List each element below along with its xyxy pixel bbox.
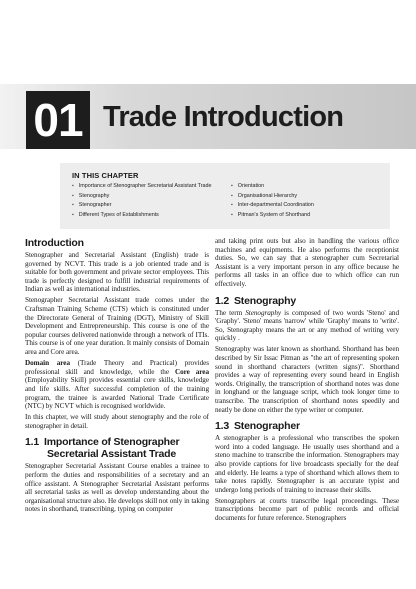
paragraph: Stenographer Secretarial Assistant trade comes under the Craftsman Training Scheme (CTS) which is constituted under the Directorate General of Training (DGT), Ministry of Skill Development and Entrepreneurship. This course is one of the popular courses delivered nationwide through a network of ITIs. This course is of one year duration. It mainly consists of Domain area and Core area.: [25, 296, 209, 357]
section-heading-1-2: [215, 295, 399, 307]
text-run: (Employability Skill) provides essential core skills, knowledge and life skills. After successful completion of the training program, the trainee is awarded National Trade Certificate (NTC) by NCVT which is recognised worldwide.: [25, 376, 209, 411]
paragraph: In this chapter, we will study about stenography and the role of stenographer in detail.: [25, 413, 209, 430]
section-number: 1.1: [25, 436, 39, 449]
list-item: ▪ Importance of Stenographer Secretarial Assistant Trade: [72, 182, 212, 192]
text-run: is composed of two words 'Steno' and 'Graphy'. 'Steno' means 'narrow' while 'Graphy' means to 'write'. So, Stenography means the art or any method of writing very quickly .: [215, 308, 399, 343]
term-domain-area: Domain area: [25, 359, 70, 368]
section-heading-introduction: Introduction: [25, 237, 84, 249]
chapter-title: Trade Introduction: [103, 101, 344, 133]
list-item: ▪ Stenographer: [72, 201, 212, 211]
in-this-chapter-heading: IN THIS CHAPTER: [72, 171, 139, 180]
paragraph: A stenographer is a professional who transcribes the spoken word into a coded language. He usually uses shorthand and a steno machine to transcribe the information. Stenographers may also provide captions for live broadcasts specially for the deaf and elderly. He learns a type of shorthand which allows them to take notes rapidly. Stenographer is an accurate typist and undergo long periods of training to increase their skills.: [215, 434, 399, 494]
paragraph: Stenography was later known as shorthand. Shorthand has been described by Sir Issac Pitman as "the art of representing spoken sound in shorthand characters (written signs)". Shorthand provides a way of representing every sound heard in English words. Originally, the transcription of shorthand notes was done in longhand or the language script, which took longer time to transcribe. The transcription of shorthand notes speedily and neatly be done on either the type writer or computer.: [215, 345, 399, 414]
paragraph: and taking print outs but also in handling the various office machines and equipments. He also performs the receptionist duties. So, we can say that a stenographer cum Secretarial Assistant is a very important person in any office because he performs all tasks in an office due to which office can run effectively.: [215, 237, 399, 288]
paragraph: [215, 309, 399, 343]
right-column: [215, 237, 399, 525]
section-title: Stenography: [234, 294, 296, 307]
paragraph: Stenographers at courts transcribe legal proceedings. These transcriptions become part of public records and official documents for future reference. Stenographers: [215, 496, 399, 523]
list-item: ▪ Inter-departmental Coordination: [231, 201, 314, 211]
term-core-area: Core area: [174, 367, 209, 376]
list-item: ▪ Pitman's System of Shorthand: [231, 211, 314, 221]
section-title: Importance of Stenographer: [44, 436, 180, 449]
section-number: 1.3: [215, 420, 229, 433]
list-item: ▪ Stenography: [72, 192, 212, 202]
in-this-chapter-box: [60, 163, 390, 229]
section-title-line2: Secretarial Assistant Trade: [47, 448, 177, 461]
emphasis: Stenography: [245, 308, 282, 317]
list-item: ▪ Different Types of Establishments: [72, 211, 212, 221]
section-heading-1-1: [25, 436, 209, 448]
list-item: ▪ Organisational Hierarchy: [231, 192, 314, 202]
paragraph: Stenographer and Secretarial Assistant (English) trade is governed by NCVT. This trade is a job oriented trade and is suitable for both government and private sector employees. This trade is perfectly designed to fulfill industrial requirements of Indian as well as international industries.: [25, 251, 209, 294]
chapter-topics-right: [231, 182, 314, 220]
paragraph: Stenographer Secretarial Assistant Course enables a trainee to perform the duties and responsibilities of a secretary and an office assistant. A Stenographer Secretarial Assistant performs all secretarial tasks as well as develop understanding about the organisational structure also. He develops skill not only in taking notes in shorthand, transcribing, typing on computer: [25, 462, 209, 514]
section-heading-1-3: [215, 420, 399, 432]
chapter-number: 01: [26, 91, 90, 149]
text-run: (Trade Theory and Practical) provides professional skill and knowledge, while the: [25, 359, 210, 376]
section-title: Stenographer: [234, 420, 300, 433]
section-number: 1.2: [215, 294, 229, 307]
list-item: ▪ Orientation: [231, 182, 314, 192]
left-column: [25, 233, 209, 516]
chapter-topics-left: [72, 182, 212, 220]
text-run: The term: [215, 308, 246, 317]
paragraph: [25, 359, 209, 411]
